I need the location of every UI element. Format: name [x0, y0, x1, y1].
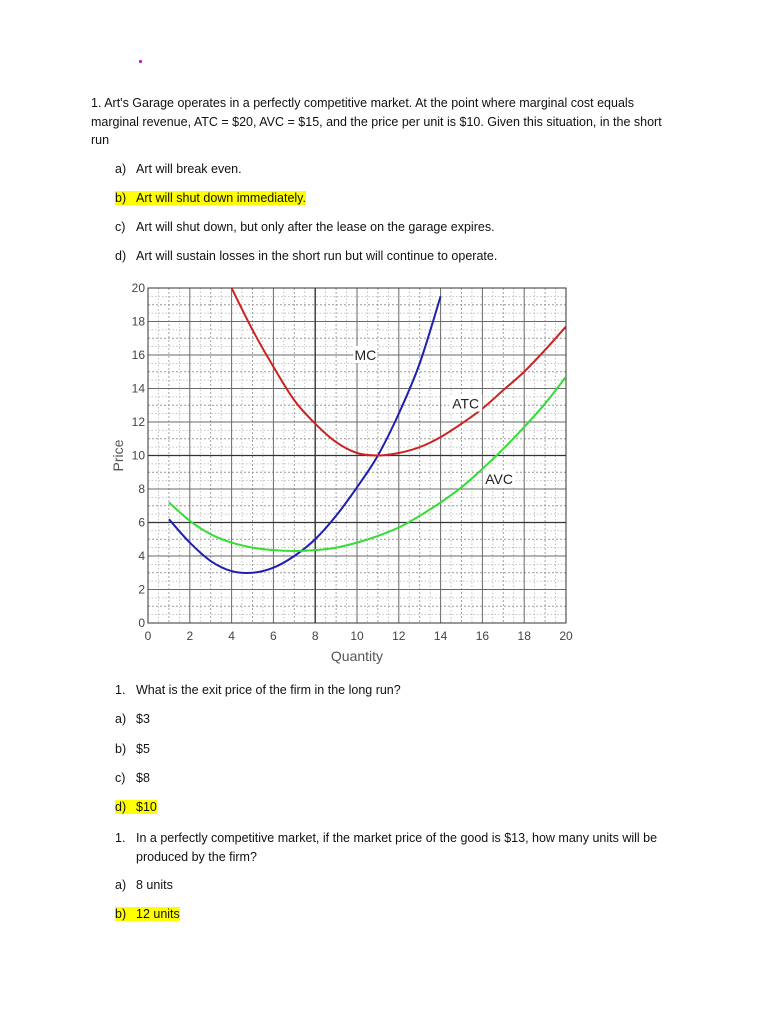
option-text: $5 [136, 742, 150, 756]
y-tick-label: 14 [131, 381, 145, 396]
x-tick-label: 4 [228, 629, 235, 643]
x-tick-label: 20 [559, 629, 573, 643]
x-tick-label: 2 [186, 629, 194, 643]
option-text: $10 [136, 800, 157, 814]
question-2 [115, 682, 401, 698]
question-3 [115, 829, 695, 866]
option-label: a) [115, 162, 127, 176]
question-2-option-a [115, 711, 150, 727]
option-text: Art will sustain losses in the short run but will continue to operate. [136, 249, 498, 263]
y-tick-label: 2 [138, 582, 145, 597]
x-tick-label: 14 [433, 629, 448, 643]
series-mc-label: MC [354, 347, 377, 363]
y-axis-label: Price [110, 439, 126, 472]
y-tick-label: 8 [138, 482, 145, 496]
y-tick-label: 20 [131, 281, 145, 295]
x-tick-label: 18 [517, 629, 531, 643]
option-text: Art will break even. [136, 162, 242, 176]
x-tick-label: 8 [311, 629, 319, 643]
x-axis-label: Quantity [330, 648, 384, 664]
question-3-number: 1. [115, 831, 126, 845]
y-tick-label: 4 [138, 549, 145, 563]
question-1-option-b [115, 190, 306, 206]
option-label: a) [115, 878, 127, 892]
option-label: c) [115, 771, 126, 785]
y-tick-label: 12 [131, 415, 145, 429]
question-2-text: What is the exit price of the firm in the long run? [136, 683, 401, 697]
y-tick-label: 6 [138, 515, 145, 530]
option-label: b) [115, 907, 127, 921]
question-1-option-a [115, 161, 242, 177]
series-atc-label: ATC [452, 395, 480, 412]
x-tick-label: 16 [475, 629, 490, 643]
option-label: b) [115, 742, 127, 756]
option-text: $3 [136, 712, 150, 726]
question-2-number: 1. [115, 683, 126, 697]
option-label: d) [115, 800, 127, 814]
question-1-text: 1. Art's Garage operates in a perfectly competitive market. At the point where marginal cost equals marginal revenue, ATC = $20, AVC = $15, and the price per unit is $10. Given this situation, in the short run [91, 96, 662, 147]
option-text: 12 units [136, 907, 180, 921]
stray-mark [139, 60, 142, 63]
x-tick-label: 12 [392, 629, 406, 643]
option-text: Art will shut down, but only after the lease on the garage expires. [136, 220, 495, 234]
option-label: b) [115, 191, 127, 205]
y-tick-label: 10 [131, 448, 145, 463]
y-tick-label: 16 [131, 348, 145, 362]
option-label: a) [115, 712, 127, 726]
question-2-option-b [115, 741, 150, 757]
series-avc-label: AVC [485, 470, 513, 487]
option-label: c) [115, 220, 126, 234]
question-1-option-c [115, 219, 495, 235]
option-text: Art will shut down immediately. [136, 191, 306, 205]
question-3-option-a [115, 877, 173, 893]
question-2-option-c [115, 770, 150, 786]
cost-curves-chart [105, 278, 575, 670]
x-tick-label: 0 [144, 629, 152, 643]
option-text: 8 units [136, 878, 173, 892]
option-label: d) [115, 249, 127, 263]
question-1-option-d [115, 248, 497, 264]
y-tick-label: 18 [131, 314, 145, 329]
question-3-text: In a perfectly competitive market, if the market price of the good is $13, how many units will be produced by the firm? [136, 831, 658, 864]
y-tick-label: 0 [138, 616, 145, 630]
option-text: $8 [136, 771, 150, 785]
x-tick-label: 10 [350, 629, 364, 643]
x-tick-label: 6 [270, 629, 277, 643]
question-3-option-b [115, 906, 180, 922]
question-2-option-d [115, 799, 157, 815]
